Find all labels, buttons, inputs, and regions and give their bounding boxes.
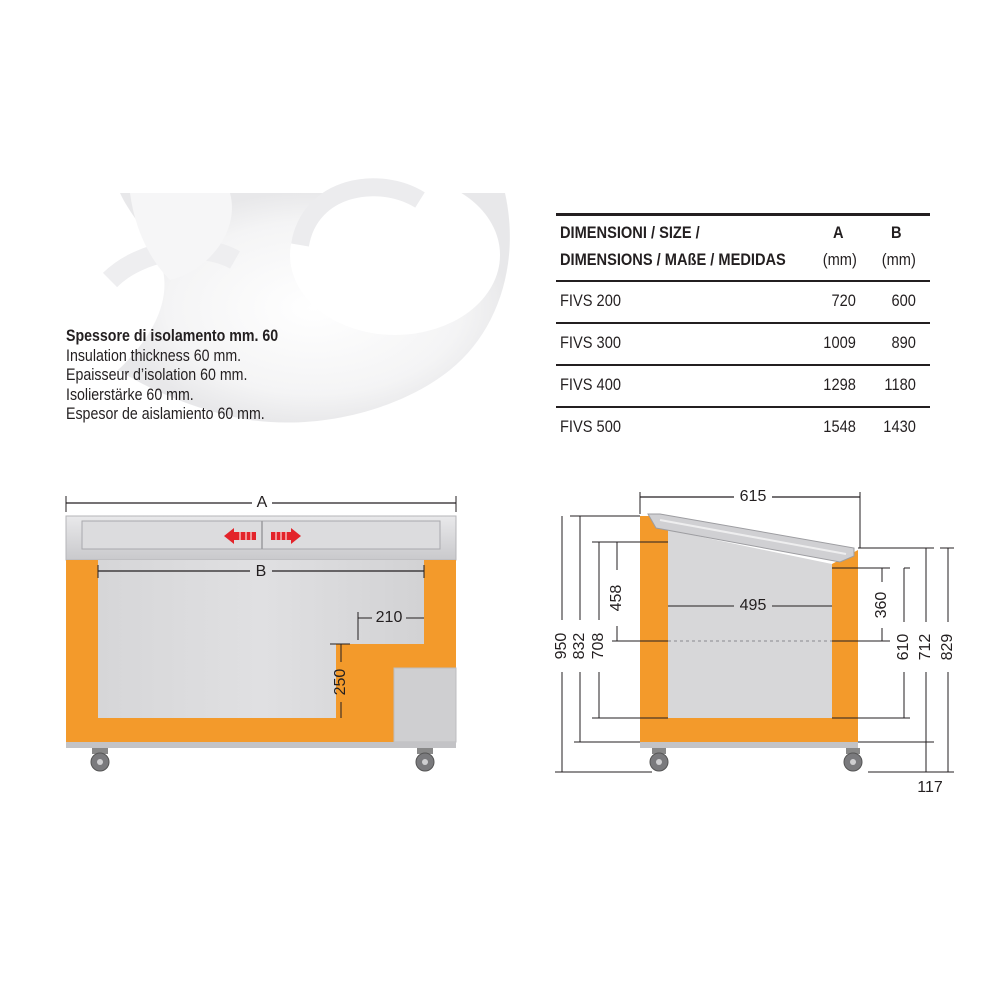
- dimension-117: [917, 742, 943, 796]
- label-360: 360: [873, 591, 891, 619]
- label-950: 950: [553, 632, 571, 660]
- label-708: 708: [590, 632, 608, 660]
- column-b-header: B: [891, 223, 902, 242]
- note-italian: Spessore di isolamento mm. 60: [66, 327, 279, 345]
- note-english: Insulation thickness 60 mm.: [66, 346, 242, 365]
- inner-cavity-side: [668, 530, 832, 718]
- note-french: Epaisseur d’isolation 60 mm.: [66, 366, 248, 384]
- column-a-header: A: [833, 223, 844, 242]
- label-495: 495: [739, 597, 767, 615]
- label-832: 832: [571, 632, 589, 660]
- value-b: 1180: [884, 375, 916, 394]
- value-a: 720: [831, 291, 856, 310]
- value-a: 1009: [823, 333, 856, 352]
- column-a-unit: (mm): [822, 250, 857, 269]
- model-name: FIVS 400: [560, 375, 621, 394]
- value-b: 1430: [883, 417, 916, 436]
- value-a: 1298: [823, 375, 856, 394]
- wheel-icon: [650, 748, 668, 771]
- label-615: 615: [739, 488, 767, 506]
- note-german: Isolierstärke 60 mm.: [66, 385, 194, 404]
- header-line-2: DIMENSIONS / MAßE / MEDIDAS: [560, 250, 786, 269]
- note-spanish: Espesor de aislamiento 60 mm.: [66, 405, 265, 423]
- label-250: 250: [332, 668, 350, 696]
- header-line-1: DIMENSIONI / SIZE /: [560, 223, 700, 242]
- label-712: 712: [917, 633, 935, 661]
- model-name: FIVS 200: [560, 291, 621, 310]
- column-b-unit: (mm): [881, 250, 916, 269]
- label-458: 458: [608, 584, 626, 612]
- label-829: 829: [939, 633, 957, 661]
- model-name: FIVS 300: [560, 333, 621, 352]
- label-a: A: [256, 494, 268, 512]
- label-610: 610: [895, 633, 913, 661]
- value-a: 1548: [823, 417, 856, 436]
- model-name: FIVS 500: [560, 417, 621, 436]
- dimension-832: [571, 516, 640, 742]
- value-b: 600: [891, 291, 916, 310]
- wheel-icon: [844, 748, 862, 771]
- value-b: 890: [891, 333, 916, 352]
- label-117: 117: [917, 779, 943, 797]
- label-b: B: [255, 563, 267, 581]
- label-210: 210: [375, 609, 403, 627]
